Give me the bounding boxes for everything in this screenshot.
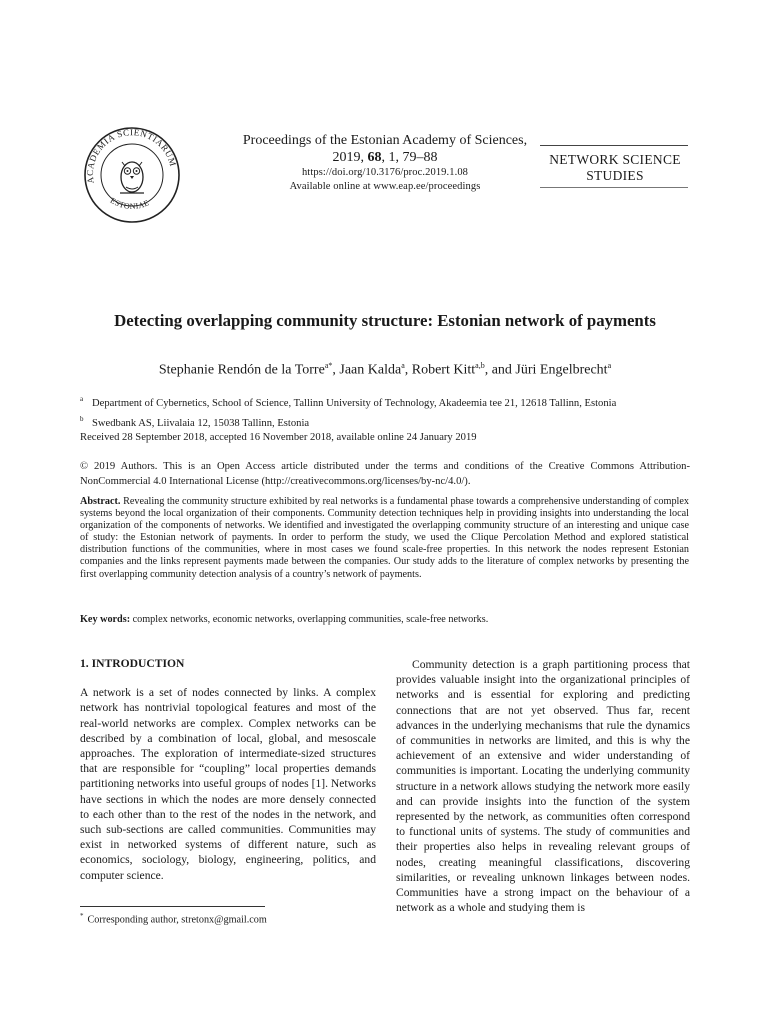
author-affil-mark: a,b <box>475 361 485 370</box>
series-rule-top <box>540 145 688 146</box>
affiliation-item <box>80 392 690 412</box>
author-name: Jaan Kalda <box>339 362 402 378</box>
paper-title: Detecting overlapping community structure: Estonian network of payments <box>114 311 656 330</box>
affiliation-item <box>80 412 690 432</box>
series-label <box>540 152 690 184</box>
body-paragraph: Community detection is a graph partitioning process that provides valuable insight into the organizational principles of networks and is essential for exploring and predicting connections that are not yet observed. Thus far, recent advances in the underlying mechanisms that rule the dynamics of communities in networks are limited, and this is why the achievement of an extensive and wider understanding of communities is important. Locating the underlying community structure in a network allows studying the network more easily and can provide insights into the function of the system represented by the network, as communities often correspond to functional units of systems. The study of communities and their properties also helps in revealing relevant groups of nodes, creating meaningful classifications, discovering similarities, or revealing unknown linkages between nodes. Communities have a strong impact on the behaviour of a network as a whole and studying them is <box>396 658 690 915</box>
series-line-1: NETWORK SCIENCE <box>549 152 681 167</box>
author-affil-mark: a <box>401 361 405 370</box>
footnote-mark: * <box>80 912 84 920</box>
received-dates: Received 28 September 2018, accepted 16 November 2018, available online 24 January 2019 <box>80 432 477 443</box>
abstract-label: Abstract. <box>80 496 121 507</box>
abstract-text: Revealing the community structure exhibited by real networks is a fundamental phase towards a comprehensive understanding of complex systems beyond the local organization of their components. Community detection techniques help in providing insights into understanding the local organization of the components of networks. We identified and investigated the overlapping community structure of an interesting and unique case of study: the Estonian network of payments. In order to perform the study, we used the Clique Percolation Method and explored statistical distribution functions of the communities, where in most cases we found scale-free properties. In this network the nodes represent Estonian companies and the links represent payments made between the companies. Our study adds to the literature of complex networks by presenting the first overlapping community detection analysis of a country’s network of payments. <box>80 496 689 580</box>
doi-link[interactable]: https://doi.org/10.3176/proc.2019.1.08 <box>301 167 469 178</box>
affiliation-mark: b <box>80 414 84 423</box>
author-name: Jüri Engelbrecht <box>515 362 608 378</box>
author-name: Stephanie Rendón de la Torre <box>158 362 325 378</box>
svg-text:ESTONIAE: ESTONIAE <box>108 195 151 211</box>
affiliation-text: Swedbank AS, Liivalaia 12, 15038 Tallinn, Estonia <box>92 417 310 429</box>
intro-paragraph: A network is a set of nodes connected by links. A complex network has nontrivial topological features and most of the real-world networks are complex. Complex networks can be described by a combination of local, global, and mesoscale approaches. The exploration of intermediate-sized structures that are responsible for “coupling” local properties demands partitioning networks into useful groups of nodes [1]. Networks have sections in which the nodes are more densely connected to each other than to the rest of the nodes in the network, and such sub-sections are called communities. Communities may exist in networked systems of different nature, such as economics, sociology, biology, engineering, politics, and computer science. <box>80 686 376 882</box>
affiliation-mark: a <box>80 395 84 403</box>
author-separator: , and <box>484 362 516 378</box>
author-separator: , <box>332 362 340 378</box>
abstract <box>80 496 689 581</box>
keywords <box>80 614 690 625</box>
journal-volume: 2019, 68, 1, 79–88 <box>332 150 438 165</box>
section-heading: 1. INTRODUCTION <box>80 657 185 670</box>
footnote-text: Corresponding author, stretonx@gmail.com <box>87 914 267 926</box>
affiliation-text: Department of Cybernetics, School of Science, Tallinn University of Technology, Akadeemia tee 21, 12618 Tallinn, Estonia <box>92 398 617 409</box>
series-line-2: STUDIES <box>586 168 644 183</box>
author-separator: , <box>404 362 412 378</box>
series-rule-bottom <box>540 187 688 188</box>
license-statement: © 2019 Authors. This is an Open Access article distributed under the terms and conditions of the Creative Commons Attribution-NonCommercial 4.0 International License (http://creativecommons.org/licenses/by-nc/4.0/). <box>80 461 690 487</box>
keywords-label: Key words: <box>80 614 131 625</box>
author-affil-mark: a <box>607 361 612 370</box>
journal-info <box>220 132 550 194</box>
left-column <box>80 656 376 883</box>
footnote-rule <box>80 906 265 907</box>
available-online: Available online at www.eap.ee/proceedings <box>289 181 481 192</box>
keywords-text: complex networks, economic networks, overlapping communities, scale-free networks. <box>130 614 489 625</box>
author-name: Robert Kitt <box>411 362 476 378</box>
academy-seal-logo <box>82 125 182 225</box>
author-affil-mark: a* <box>324 361 333 370</box>
journal-name: Proceedings of the Estonian Academy of Sciences, <box>242 133 528 148</box>
svg-text:ACADEMIA SCIENTIARUM: ACADEMIA SCIENTIARUM <box>84 127 179 185</box>
footnote <box>80 912 380 925</box>
right-column <box>396 657 690 915</box>
affiliations <box>80 392 690 431</box>
author-list <box>80 361 690 379</box>
